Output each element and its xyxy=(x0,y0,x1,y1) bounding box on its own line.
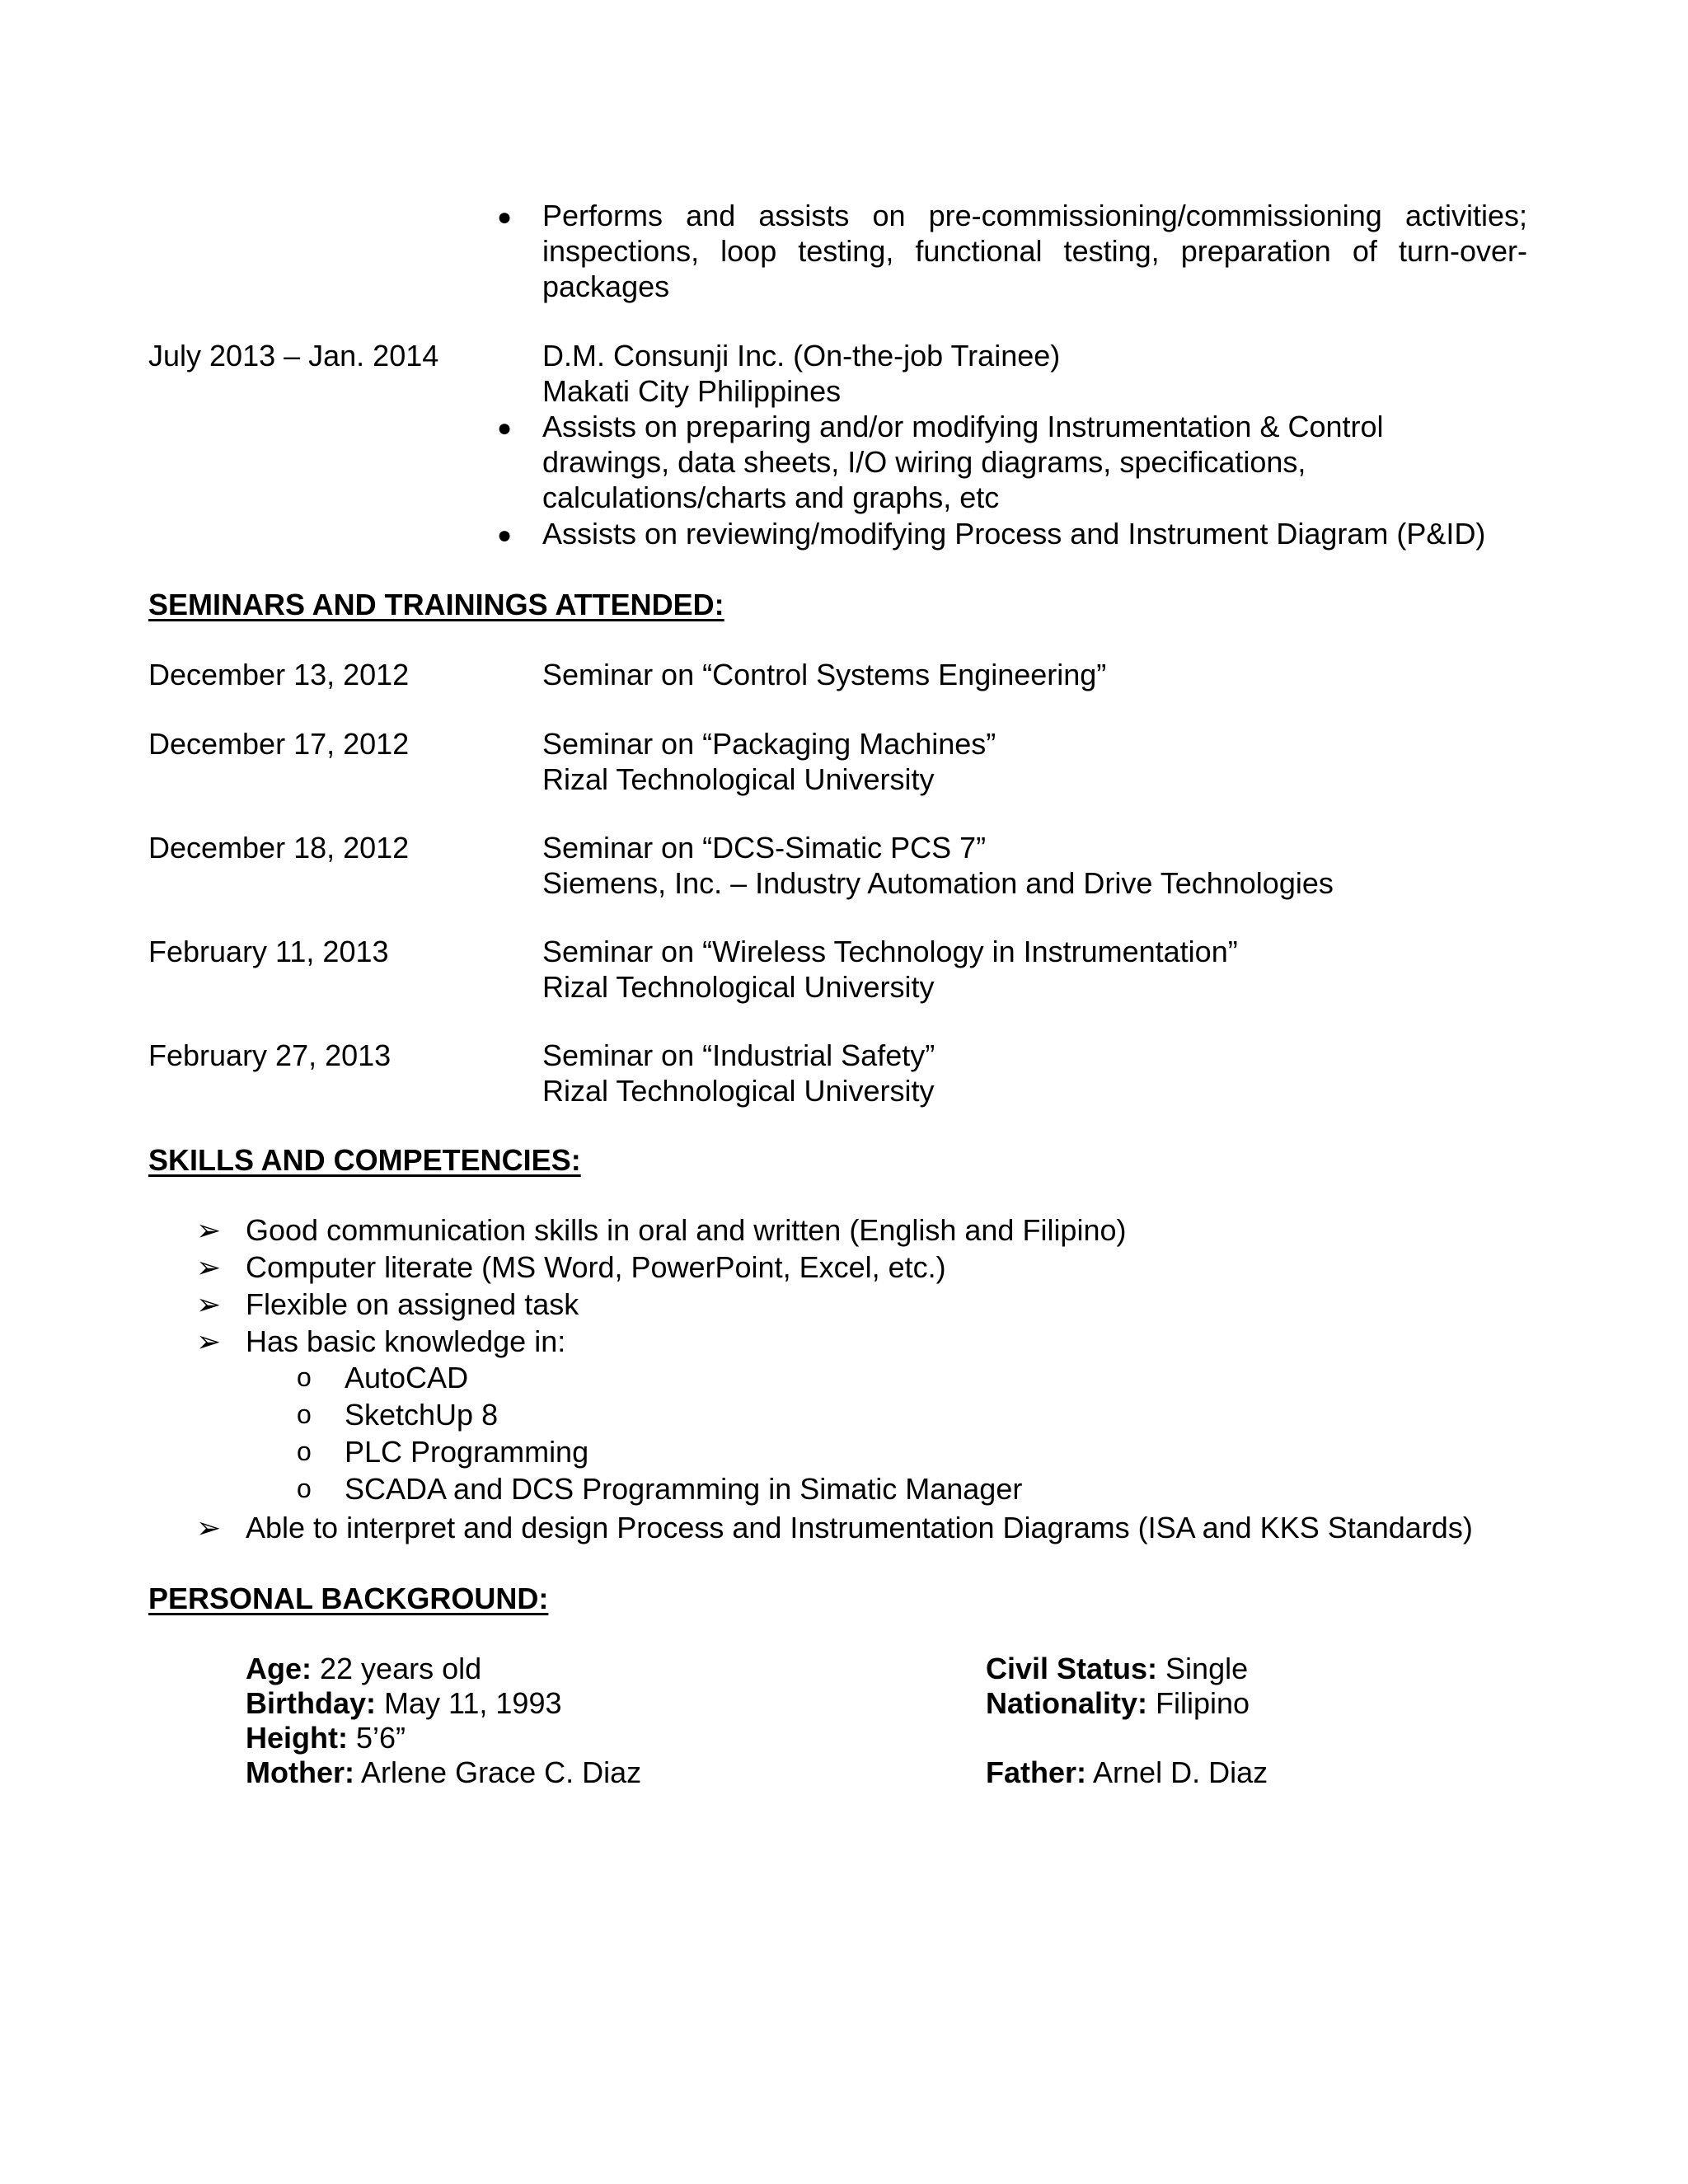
father-row xyxy=(986,1755,1268,1790)
seminar-org: Rizal Technological University xyxy=(542,762,935,796)
subskill-item: PLC Programming xyxy=(345,1435,589,1469)
job-company: D.M. Consunji Inc. (On-the-job Trainee) xyxy=(542,339,1061,373)
age-value: 22 years old xyxy=(312,1652,482,1685)
seminar-org: Rizal Technological University xyxy=(542,1074,935,1108)
arrow-bullet-icon: ➢ xyxy=(196,1287,222,1321)
mother-row xyxy=(246,1755,641,1790)
circle-bullet-icon: o xyxy=(297,1399,312,1429)
seminar-title: Seminar on “DCS-Simatic PCS 7” xyxy=(542,831,987,865)
arrow-bullet-icon: ➢ xyxy=(196,1250,222,1284)
bullet-icon: ● xyxy=(497,204,513,231)
civil-status-label: Civil Status: xyxy=(986,1652,1158,1685)
seminar-date: December 13, 2012 xyxy=(148,658,410,691)
seminar-date: December 17, 2012 xyxy=(148,727,410,761)
skill-item: Has basic knowledge in: xyxy=(246,1324,566,1358)
civil-status-row xyxy=(986,1651,1248,1686)
nationality-label: Nationality: xyxy=(986,1686,1148,1720)
personal-heading: PERSONAL BACKGROUND: xyxy=(148,1582,549,1615)
circle-bullet-icon: o xyxy=(297,1474,312,1503)
subskill-item: AutoCAD xyxy=(345,1361,469,1394)
seminar-title: Seminar on “Packaging Machines” xyxy=(542,727,996,761)
civil-status-value: Single xyxy=(1157,1652,1249,1685)
height-label: Height: xyxy=(246,1721,348,1755)
arrow-bullet-icon: ➢ xyxy=(196,1511,222,1544)
circle-bullet-icon: o xyxy=(297,1362,312,1392)
seminar-date: December 18, 2012 xyxy=(148,831,410,865)
seminar-date: February 11, 2013 xyxy=(148,935,389,968)
age-row xyxy=(246,1651,481,1686)
circle-bullet-icon: o xyxy=(297,1436,312,1466)
nationality-value: Filipino xyxy=(1147,1686,1250,1720)
birthday-label: Birthday: xyxy=(246,1686,377,1720)
subskill-item: SCADA and DCS Programming in Simatic Manager xyxy=(345,1472,1023,1506)
seminars-heading: SEMINARS AND TRAININGS ATTENDED: xyxy=(148,588,724,621)
arrow-bullet-icon: ➢ xyxy=(196,1324,222,1358)
mother-value: Arlene Grace C. Diaz xyxy=(354,1755,642,1789)
birthday-value: May 11, 1993 xyxy=(376,1686,562,1720)
height-value: 5’6” xyxy=(347,1721,406,1755)
arrow-bullet-icon: ➢ xyxy=(196,1213,222,1247)
skill-item: Flexible on assigned task xyxy=(246,1287,579,1321)
skill-item: Able to interpret and design Process and Instrumentation Diagrams (ISA and KKS Standards) xyxy=(246,1511,1473,1544)
seminar-title: Seminar on “Control Systems Engineering” xyxy=(542,658,1107,691)
bullet-icon: ● xyxy=(497,415,513,442)
seminar-org: Rizal Technological University xyxy=(542,970,935,1004)
subskill-item: SketchUp 8 xyxy=(345,1398,499,1432)
seminar-org: Siemens, Inc. – Industry Automation and Drive Technologies xyxy=(542,866,1334,900)
job-bullet-1: Assists on preparing and/or modifying Instrumentation & Control drawings, data sheets, I/O wiring diagrams, specifications, calculations/charts and graphs, etc xyxy=(542,410,1384,514)
job-date: July 2013 – Jan. 2014 xyxy=(148,339,439,373)
seminar-date: February 27, 2013 xyxy=(148,1038,392,1072)
birthday-row xyxy=(246,1685,562,1721)
seminar-title: Seminar on “Wireless Technology in Instrumentation” xyxy=(542,935,1238,968)
job-location: Makati City Philippines xyxy=(542,374,842,408)
mother-label: Mother: xyxy=(246,1755,354,1789)
nationality-row xyxy=(986,1685,1250,1721)
skills-heading: SKILLS AND COMPETENCIES: xyxy=(148,1143,581,1177)
seminar-title: Seminar on “Industrial Safety” xyxy=(542,1038,935,1072)
father-value: Arnel D. Diaz xyxy=(1086,1755,1268,1789)
age-label: Age: xyxy=(246,1652,312,1685)
job-bullet-2: Assists on reviewing/modifying Process and Instrument Diagram (P&ID) xyxy=(542,517,1486,551)
father-label: Father: xyxy=(986,1755,1087,1789)
height-row xyxy=(246,1720,406,1755)
intro-bullet-text: Performs and assists on pre-commissioning/commissioning activities; inspections, loop testing, functional testing, preparation of turn-over-packages xyxy=(542,199,1527,303)
skill-item: Computer literate (MS Word, PowerPoint, Excel, etc.) xyxy=(246,1250,946,1284)
skill-item: Good communication skills in oral and written (English and Filipino) xyxy=(246,1213,1127,1247)
bullet-icon: ● xyxy=(497,522,513,549)
